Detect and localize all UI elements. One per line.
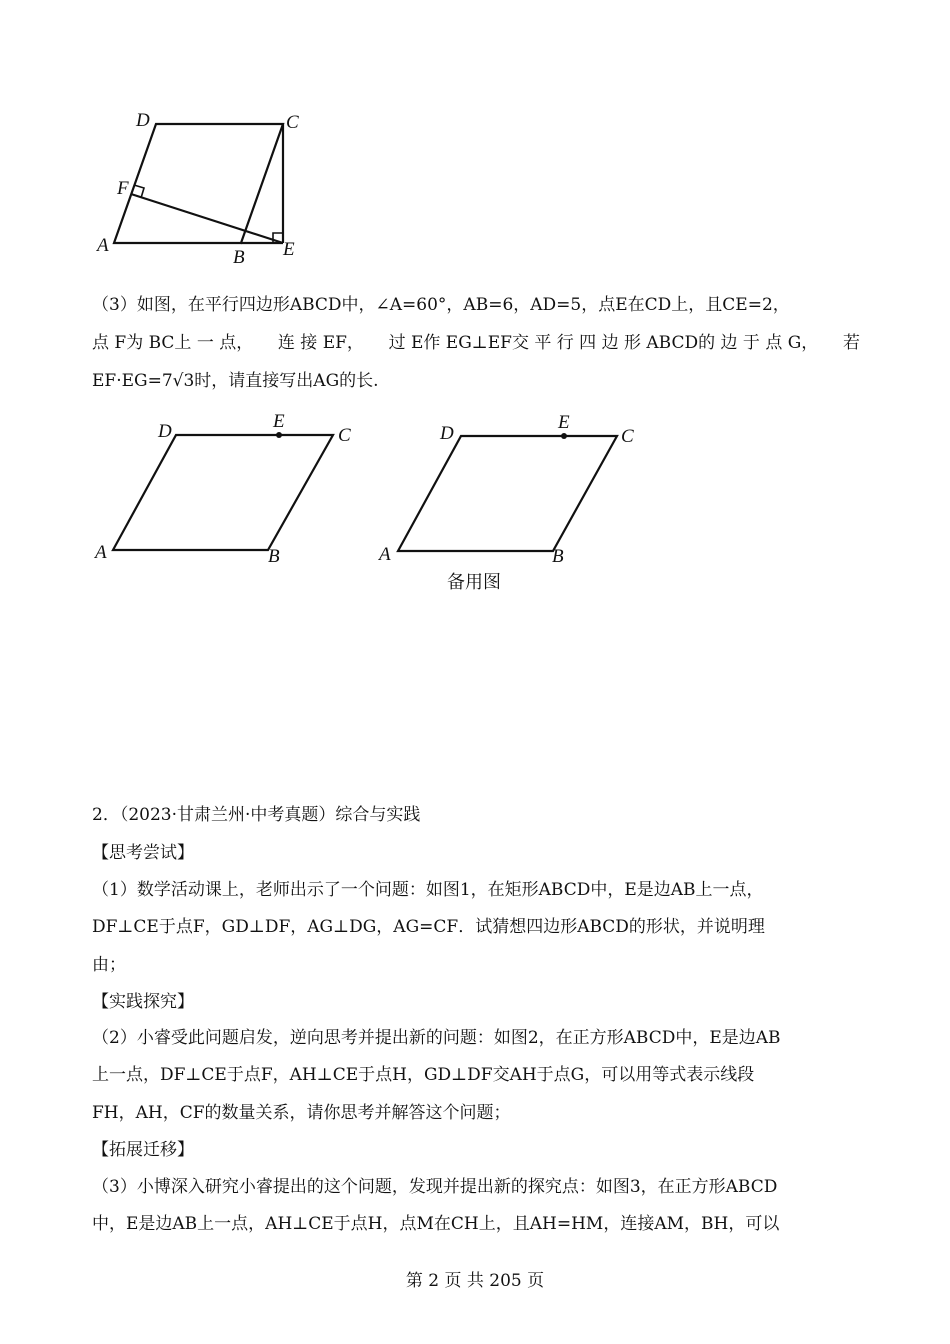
problem2-part1-line3: 由； [92,955,126,975]
fig1-label-A: A [97,235,109,256]
fig3-parallelogram [398,436,617,551]
problem3-line2-part: 若 [842,333,860,353]
backup-figure-caption: 备用图 [447,572,501,593]
fig1-label-C: C [286,112,299,133]
fig1-label-D: D [136,110,150,131]
section-thinking-attempt: 【思考尝试】 [92,843,194,863]
problem3-line3: EF·EG=7√3时，请直接写出AG的长. [92,371,379,391]
fig2-parallelogram [113,435,333,550]
fig2-label-D: D [158,421,172,442]
fig3-label-D: D [440,423,454,444]
figure-parallelogram-2 [90,410,370,570]
problem2-part2-line1: （2）小睿受此问题启发，逆向思考并提出新的问题：如图2，在正方形ABCD中，E是边AB [92,1028,781,1048]
figure-parallelogram-1 [90,105,320,270]
problem2-part1-line1: （1）数学活动课上，老师出示了一个问题：如图1，在矩形ABCD中，E是边AB上一点， [92,880,764,900]
fig1-parallelogram [114,124,283,243]
problem2-part2-line3: FH，AH，CF的数量关系，请你思考并解答这个问题； [92,1103,511,1123]
fig3-label-C: C [621,426,634,447]
fig2-label-C: C [338,425,351,446]
problem3-line2-part: 连 接 EF， [277,333,364,353]
fig3-label-E: E [558,412,570,433]
fig2-label-E: E [273,411,285,432]
problem3-line2-part: 过 E作 EG⊥EF交 平 行 四 边 形 ABCD的 边 于 点 G， [388,333,819,353]
fig1-label-B: B [233,247,245,268]
problem2-part1-line2: DF⊥CE于点F，GD⊥DF，AG⊥DG，AG=CF．试猜想四边形ABCD的形状，并说明理 [92,917,765,937]
fig2-point-E [276,432,282,438]
fig3-label-B: B [552,546,564,567]
problem2-part3-line1: （3）小博深入研究小睿提出的这个问题，发现并提出新的探究点：如图3，在正方形ABCD [92,1177,778,1197]
page-footer: 第 2 页 共 205 页 [405,1271,545,1291]
fig2-label-A: A [95,542,107,563]
problem2-part3-line2: 中，E是边AB上一点，AH⊥CE于点H，点M在CH上，且AH=HM，连接AM，BH，可以 [92,1214,780,1234]
section-extension-transfer: 【拓展迁移】 [92,1140,194,1160]
figure-parallelogram-backup [375,410,655,570]
problem2-part2-line2: 上一点，DF⊥CE于点F，AH⊥CE于点H，GD⊥DF交AH于点G，可以用等式表示线段 [92,1065,755,1085]
problem2-heading: 2．（2023·甘肃兰州·中考真题）综合与实践 [92,805,421,825]
fig1-segment-FE [131,194,283,243]
problem3-line2-part: 点 F为 BC上 一 点， [92,333,254,353]
fig3-label-A: A [379,544,391,565]
fig2-label-B: B [268,546,280,567]
problem3-line1: （3）如图，在平行四边形ABCD中，∠A=60°，AB=6，AD=5，点E在CD上，且CE=2， [92,295,790,315]
problem3-line2 [92,328,860,353]
fig1-label-E: E [283,239,295,260]
fig1-label-F: F [117,178,129,199]
fig3-point-E [561,433,567,439]
section-practice-explore: 【实践探究】 [92,992,194,1012]
